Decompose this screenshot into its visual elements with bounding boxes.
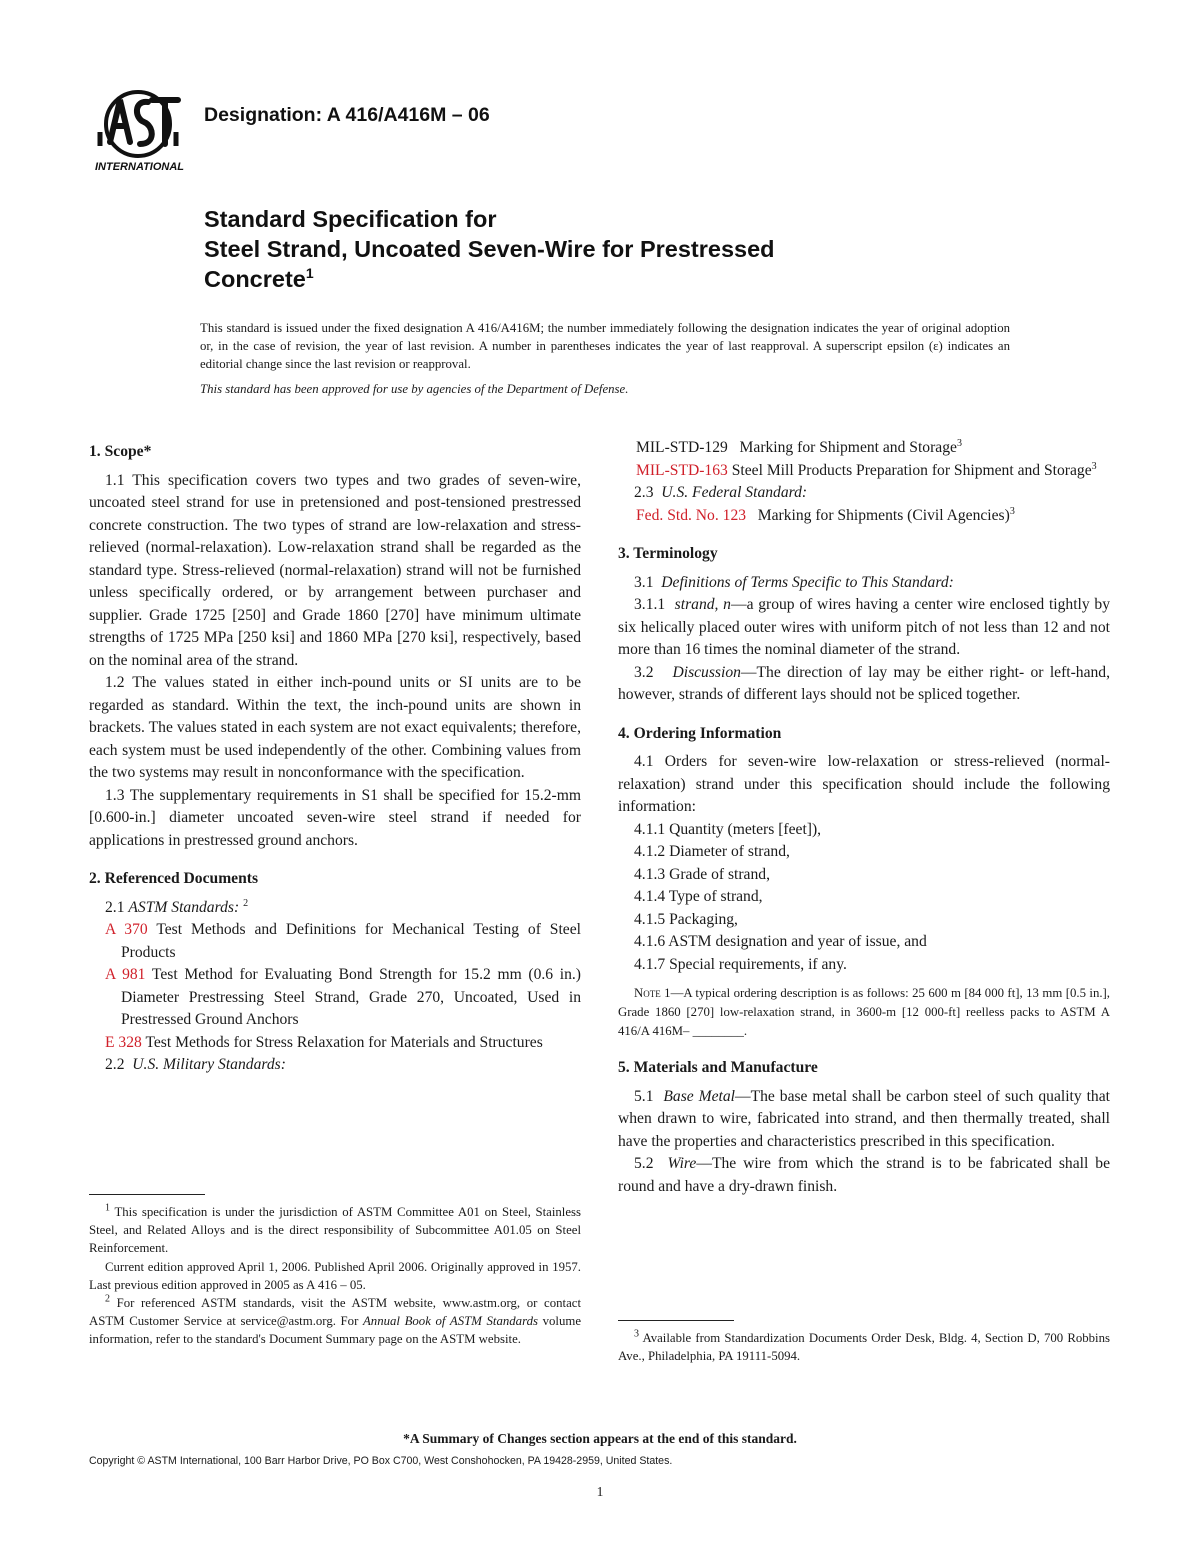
list-item-4-1-3: 4.1.3 Grade of strand, [634, 865, 770, 883]
note-1: Note 1—A typical ordering description is as follows: 25 600 m [84 000 ft], 13 mm [0.5 in.], Grade 1860 [270] low-relaxation strand, in 3600-m [12 000-ft] reelless packs to ASTM A 416/A 416M– ________. [618, 986, 1111, 1038]
list-item-4-1-1: 4.1.1 Quantity (meters [feet]), [634, 820, 822, 838]
footnote-divider-right [618, 1320, 734, 1321]
paragraph-3-1-1: 3.1.1 strand, n—a group of wires having a center wire enclosed tightly by six helically placed outer wires with uniform pitch of not less than 12 and not more than 16 times the nominal diameter of the strand. [618, 596, 1111, 658]
title-line-1: Standard Specification for [204, 206, 497, 232]
issued-note: This standard is issued under the fixed designation A 416/A416M; the number immediately following the designation indicates the year of original adoption or, in the case of revision, the year of last revision. A number in parentheses indicates the year of last reapproval. A superscript epsilon (ε) indicates an editorial change since the last revision or reapproval. [200, 321, 1010, 371]
paragraph-3-2: 3.2 Discussion—The direction of lay may be either right- or left-hand, however, strands of different lays should not be spliced together. [618, 663, 1110, 703]
ref-mil-std-163: MIL-STD-163 Steel Mill Products Preparation for Shipment and Storage$^3$ [636, 460, 1097, 479]
title-line-3: Concrete [204, 266, 306, 292]
list-item-4-1-2: 4.1.2 Diameter of strand, [634, 843, 790, 860]
ref-a370: A 370 Test Methods and Definitions for Mechanical Testing of Steel Products [105, 921, 581, 961]
footnote-1-edition: Current edition approved April 1, 2006. Published April 2006. Originally approved in 1957. Last previous edition approved in 2005 as A 416 – 05. [89, 1259, 581, 1292]
list-item-4-1-4: 4.1.4 Type of strand, [634, 888, 763, 905]
footnote-1: $^1$ This specification is under the jurisdiction of ASTM Committee A01 on Steel, Stainless Steel, and Related Alloys and is the direct responsibility of Subcommittee A01.05 on Steel Reinforcement. [89, 1202, 582, 1256]
footnote-divider [89, 1194, 205, 1195]
military-standards-label: 2.2 U.S. Military Standards: [105, 1056, 286, 1073]
right-column [618, 437, 1110, 1198]
section-heading-scope: 1. Scope* [89, 443, 152, 460]
paragraph-1-2: 1.2 The values stated in either inch-pound units or SI units are to be regarded as standard. Within the text, the inch-pound units are shown in brackets. The values stated in each system are not exact equivalents; therefore, each system must be used independently of the other. Combining values from the two systems may result in nonconformance with the specification. [89, 674, 581, 781]
page-number: 1 [596, 1484, 604, 1499]
ref-e328: E 328 Test Methods for Stress Relaxation for Materials and Structures [105, 1033, 543, 1051]
astm-logo-mark [90, 86, 190, 176]
dod-note: This standard has been approved for use by agencies of the Department of Defense. [200, 382, 629, 396]
logo-international-text: INTERNATIONAL [95, 161, 185, 173]
ref-fed-std-123: Fed. Std. No. 123 Marking for Shipments (Civil Agencies)$^3$ [636, 505, 1015, 524]
link-e328[interactable]: E 328 [105, 1033, 142, 1051]
link-a981[interactable]: A 981 [105, 966, 146, 983]
paragraph-5-2: 5.2 Wire—The wire from which the strand is to be fabricated shall be round and have a dry-drawn finish. [618, 1155, 1110, 1195]
right-footnotes [618, 1320, 1110, 1365]
footnote-3: $^3$ Available from Standardization Documents Order Desk, Bldg. 4, Section D, 700 Robbins Ave., Philadelphia, PA 19111-5094. [618, 1328, 1110, 1364]
astm-logo [90, 86, 190, 176]
paragraph-4-1: 4.1 Orders for seven-wire low-relaxation or stress-relieved (normal-relaxation) strand under this specification should include the following information: [618, 753, 1110, 815]
footnote-2: $^2$ For referenced ASTM standards, visit the ASTM website, www.astm.org, or contact ASTM Customer Service at service@astm.org. For Annual Book of ASTM Standards volume information, refer to the standard's Document Summary page on the ASTM website. [89, 1293, 581, 1347]
left-column [89, 441, 581, 1077]
ref-a981: A 981 Test Method for Evaluating Bond Strength for 15.2 mm (0.6 in.) Diameter Prestressing Steel Strand, Grade 270, Uncoated, Used in Prestressed Ground Anchors [105, 966, 581, 1028]
paragraph-3-1: 3.1 Definitions of Terms Specific to This Standard: [634, 573, 954, 591]
list-item-4-1-7: 4.1.7 Special requirements, if any. [634, 955, 847, 973]
left-footnotes [89, 1194, 581, 1349]
paragraph-1-3: 1.3 The supplementary requirements in S1 shall be specified for 15.2-mm [0.600-in.] diameter uncoated seven-wire steel strand if needed for applications in prestressed ground anchors. [89, 786, 581, 849]
title-line-2: Steel Strand, Uncoated Seven-Wire for Prestressed [204, 236, 775, 262]
summary-of-changes-note: *A Summary of Changes section appears at the end of this standard. [403, 1431, 797, 1446]
link-a370[interactable]: A 370 [105, 921, 148, 938]
section-heading-terminology: 3. Terminology [618, 545, 718, 562]
list-item-4-1-5: 4.1.5 Packaging, [634, 910, 738, 928]
astm-standards-label: 2.1 ASTM Standards: $^2$ [105, 897, 249, 916]
section-heading-materials: 5. Materials and Manufacture [618, 1059, 818, 1076]
list-item-4-1-6: 4.1.6 ASTM designation and year of issue, and [634, 933, 927, 950]
copyright: Copyright © ASTM International, 100 Barr Harbor Drive, PO Box C700, West Conshohocken, PA 19428-2959, United States. [89, 1455, 673, 1467]
federal-standard-label: 2.3 U.S. Federal Standard: [634, 484, 808, 501]
link-mil-std-163[interactable]: MIL-STD-163 [636, 461, 728, 479]
link-fed-std-123[interactable]: Fed. Std. No. 123 [636, 506, 747, 524]
title-footnote-ref: 1 [305, 265, 314, 282]
paragraph-5-1: 5.1 Base Metal—The base metal shall be carbon steel of such quality that when drawn to wire, fabricated into strand, and then thermally treated, shall have the properties and characteristics prescribed in this specification. [618, 1087, 1110, 1150]
paragraph-1-1: 1.1 This specification covers two types and two grades of seven-wire, uncoated steel strand for use in pretensioned and post-tensioned prestressed concrete construction. The two types of strand are low-relaxation and stress-relieved (normal-relaxation). Low-relaxation strand shall be regarded as the standard type. Stress-relieved (normal-relaxation) strand will not be furnished unless specifically ordered, or by arrangement between purchaser and supplier. Grade 1725 [250] and Grade 1860 [270] have minimum ultimate strengths of 1725 MPa [250 ksi] and 1860 MPa [270 ksi], respectively, based on the nominal area of the strand. [89, 471, 581, 669]
section-heading-referenced-documents: 2. Referenced Documents [89, 870, 259, 887]
ref-mil-std-129: MIL-STD-129 Marking for Shipment and Storage$^3$ [636, 437, 962, 456]
document-title [204, 204, 1004, 294]
section-heading-ordering-information: 4. Ordering Information [618, 724, 782, 742]
designation: Designation: A 416/A416M – 06 [204, 104, 490, 126]
